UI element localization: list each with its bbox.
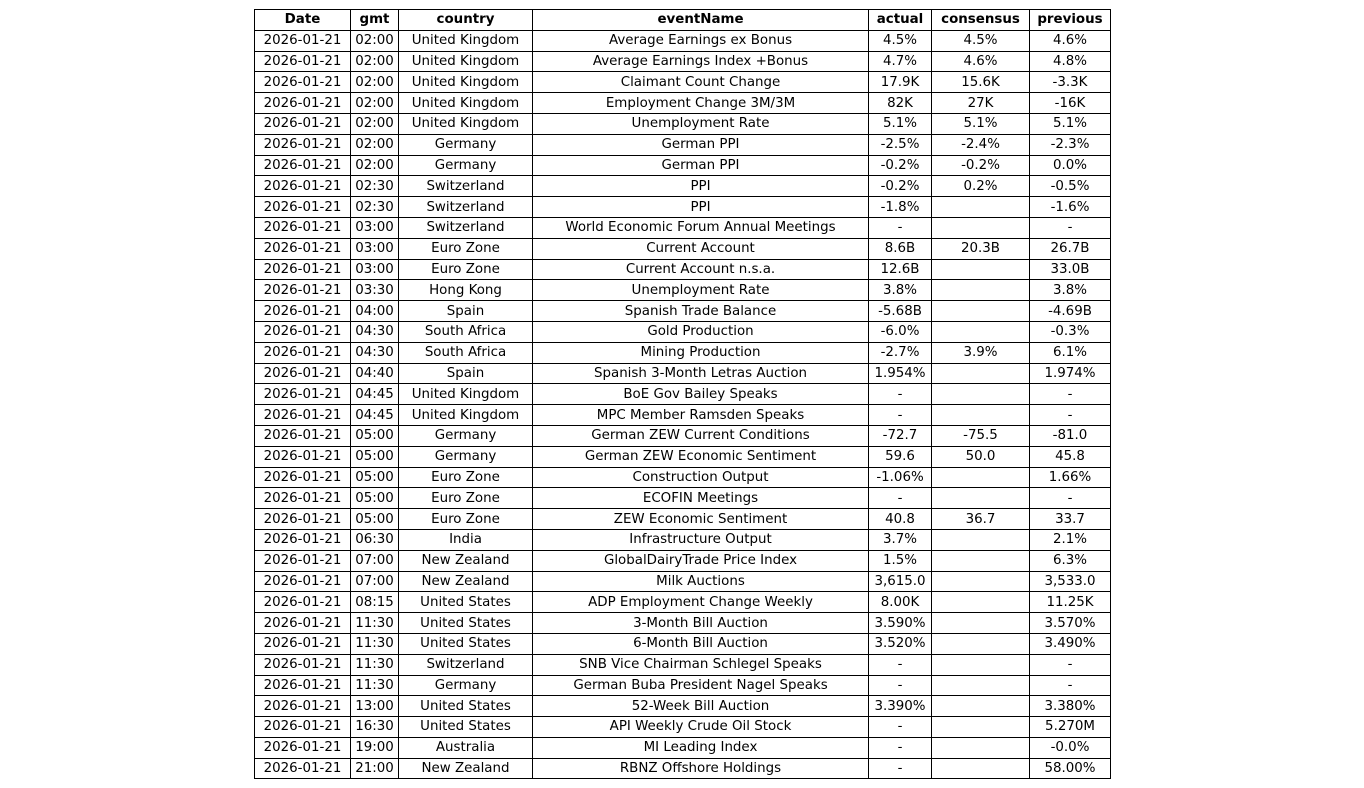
date-cell: 2026-01-21 (255, 550, 351, 571)
previous-cell: -0.0% (1030, 737, 1111, 758)
country-cell: Euro Zone (399, 467, 533, 488)
gmt-cell: 11:30 (351, 654, 399, 675)
actual-cell: - (869, 488, 932, 509)
previous-cell: -16K (1030, 93, 1111, 114)
country-cell: United States (399, 717, 533, 738)
table-row (255, 93, 1111, 114)
actual-cell: - (869, 217, 932, 238)
date-cell: 2026-01-21 (255, 113, 351, 134)
table-row (255, 633, 1111, 654)
table-row (255, 238, 1111, 259)
event-name-cell: Infrastructure Output (533, 529, 869, 550)
consensus-cell (932, 613, 1030, 634)
previous-cell: -0.3% (1030, 321, 1111, 342)
gmt-cell: 04:30 (351, 321, 399, 342)
gmt-cell: 02:00 (351, 30, 399, 51)
previous-cell: - (1030, 654, 1111, 675)
consensus-cell: -2.4% (932, 134, 1030, 155)
previous-cell: 3.380% (1030, 696, 1111, 717)
table-row (255, 51, 1111, 72)
previous-cell: 45.8 (1030, 446, 1111, 467)
table-row (255, 197, 1111, 218)
gmt-cell: 04:30 (351, 342, 399, 363)
date-cell: 2026-01-21 (255, 342, 351, 363)
actual-cell: - (869, 675, 932, 696)
table-body (255, 30, 1111, 779)
previous-cell: 4.6% (1030, 30, 1111, 51)
table-row (255, 696, 1111, 717)
date-cell: 2026-01-21 (255, 280, 351, 301)
consensus-cell: 36.7 (932, 509, 1030, 530)
previous-cell: 33.7 (1030, 509, 1111, 530)
previous-cell: - (1030, 488, 1111, 509)
actual-cell: 3.590% (869, 613, 932, 634)
date-cell: 2026-01-21 (255, 51, 351, 72)
actual-cell: - (869, 758, 932, 779)
date-cell: 2026-01-21 (255, 592, 351, 613)
date-cell: 2026-01-21 (255, 488, 351, 509)
consensus-cell: 20.3B (932, 238, 1030, 259)
actual-cell: -0.2% (869, 155, 932, 176)
gmt-cell: 03:00 (351, 259, 399, 280)
event-name-cell: Claimant Count Change (533, 72, 869, 93)
event-name-cell: ADP Employment Change Weekly (533, 592, 869, 613)
gmt-cell: 04:40 (351, 363, 399, 384)
gmt-cell: 07:00 (351, 550, 399, 571)
gmt-cell: 02:00 (351, 134, 399, 155)
gmt-cell: 05:00 (351, 425, 399, 446)
consensus-cell: -0.2% (932, 155, 1030, 176)
consensus-cell (932, 654, 1030, 675)
event-name-cell: RBNZ Offshore Holdings (533, 758, 869, 779)
country-cell: Spain (399, 301, 533, 322)
country-cell: Switzerland (399, 217, 533, 238)
date-cell: 2026-01-21 (255, 613, 351, 634)
table-row (255, 592, 1111, 613)
country-cell: New Zealand (399, 571, 533, 592)
event-name-cell: Milk Auctions (533, 571, 869, 592)
table-row (255, 113, 1111, 134)
consensus-cell: 3.9% (932, 342, 1030, 363)
table-row (255, 446, 1111, 467)
event-name-cell: Construction Output (533, 467, 869, 488)
table-row (255, 550, 1111, 571)
table-row (255, 301, 1111, 322)
country-cell: India (399, 529, 533, 550)
actual-cell: 1.954% (869, 363, 932, 384)
gmt-cell: 19:00 (351, 737, 399, 758)
consensus-cell: 27K (932, 93, 1030, 114)
date-cell: 2026-01-21 (255, 363, 351, 384)
actual-cell: 3.390% (869, 696, 932, 717)
actual-cell: -0.2% (869, 176, 932, 197)
previous-cell: 0.0% (1030, 155, 1111, 176)
event-name-cell: Spanish Trade Balance (533, 301, 869, 322)
gmt-cell: 03:30 (351, 280, 399, 301)
consensus-cell (932, 529, 1030, 550)
gmt-cell: 03:00 (351, 217, 399, 238)
country-cell: Hong Kong (399, 280, 533, 301)
table-row (255, 280, 1111, 301)
event-name-cell: ZEW Economic Sentiment (533, 509, 869, 530)
consensus-cell: 50.0 (932, 446, 1030, 467)
country-cell: New Zealand (399, 550, 533, 571)
actual-cell: 40.8 (869, 509, 932, 530)
header-actual: actual (869, 10, 932, 31)
actual-cell: 4.7% (869, 51, 932, 72)
event-name-cell: PPI (533, 176, 869, 197)
previous-cell: -4.69B (1030, 301, 1111, 322)
gmt-cell: 08:15 (351, 592, 399, 613)
actual-cell: 12.6B (869, 259, 932, 280)
event-name-cell: Unemployment Rate (533, 280, 869, 301)
gmt-cell: 03:00 (351, 238, 399, 259)
event-name-cell: German PPI (533, 134, 869, 155)
gmt-cell: 04:45 (351, 384, 399, 405)
event-name-cell: MI Leading Index (533, 737, 869, 758)
previous-cell: 3,533.0 (1030, 571, 1111, 592)
consensus-cell (932, 301, 1030, 322)
event-name-cell: Current Account (533, 238, 869, 259)
date-cell: 2026-01-21 (255, 321, 351, 342)
consensus-cell (932, 737, 1030, 758)
previous-cell: 5.270M (1030, 717, 1111, 738)
date-cell: 2026-01-21 (255, 176, 351, 197)
header-country: country (399, 10, 533, 31)
table-row (255, 467, 1111, 488)
actual-cell: -5.68B (869, 301, 932, 322)
event-name-cell: PPI (533, 197, 869, 218)
consensus-cell: -75.5 (932, 425, 1030, 446)
gmt-cell: 05:00 (351, 509, 399, 530)
date-cell: 2026-01-21 (255, 155, 351, 176)
actual-cell: 8.6B (869, 238, 932, 259)
header-row (255, 10, 1111, 31)
event-name-cell: Employment Change 3M/3M (533, 93, 869, 114)
event-name-cell: German PPI (533, 155, 869, 176)
table-row (255, 737, 1111, 758)
date-cell: 2026-01-21 (255, 217, 351, 238)
event-name-cell: BoE Gov Bailey Speaks (533, 384, 869, 405)
consensus-cell (932, 758, 1030, 779)
consensus-cell (932, 259, 1030, 280)
consensus-cell: 15.6K (932, 72, 1030, 93)
country-cell: Germany (399, 675, 533, 696)
date-cell: 2026-01-21 (255, 633, 351, 654)
previous-cell: -1.6% (1030, 197, 1111, 218)
consensus-cell: 0.2% (932, 176, 1030, 197)
actual-cell: 3.7% (869, 529, 932, 550)
previous-cell: 5.1% (1030, 113, 1111, 134)
table-row (255, 363, 1111, 384)
table-row (255, 30, 1111, 51)
date-cell: 2026-01-21 (255, 93, 351, 114)
event-name-cell: GlobalDairyTrade Price Index (533, 550, 869, 571)
table-row (255, 675, 1111, 696)
gmt-cell: 04:00 (351, 301, 399, 322)
date-cell: 2026-01-21 (255, 30, 351, 51)
consensus-cell (932, 467, 1030, 488)
country-cell: United Kingdom (399, 384, 533, 405)
consensus-cell (932, 488, 1030, 509)
date-cell: 2026-01-21 (255, 717, 351, 738)
date-cell: 2026-01-21 (255, 696, 351, 717)
country-cell: Euro Zone (399, 259, 533, 280)
actual-cell: - (869, 717, 932, 738)
previous-cell: 1.66% (1030, 467, 1111, 488)
actual-cell: -1.8% (869, 197, 932, 218)
country-cell: United Kingdom (399, 113, 533, 134)
consensus-cell (932, 550, 1030, 571)
actual-cell: - (869, 654, 932, 675)
gmt-cell: 02:00 (351, 51, 399, 72)
date-cell: 2026-01-21 (255, 467, 351, 488)
actual-cell: -1.06% (869, 467, 932, 488)
header-consensus: consensus (932, 10, 1030, 31)
gmt-cell: 05:00 (351, 488, 399, 509)
country-cell: Euro Zone (399, 488, 533, 509)
previous-cell: -3.3K (1030, 72, 1111, 93)
previous-cell: 4.8% (1030, 51, 1111, 72)
actual-cell: - (869, 405, 932, 426)
previous-cell: -2.3% (1030, 134, 1111, 155)
event-name-cell: Mining Production (533, 342, 869, 363)
country-cell: Germany (399, 446, 533, 467)
gmt-cell: 05:00 (351, 467, 399, 488)
previous-cell: - (1030, 405, 1111, 426)
consensus-cell: 4.6% (932, 51, 1030, 72)
table-row (255, 425, 1111, 446)
consensus-cell: 5.1% (932, 113, 1030, 134)
country-cell: Switzerland (399, 176, 533, 197)
date-cell: 2026-01-21 (255, 301, 351, 322)
consensus-cell (932, 405, 1030, 426)
gmt-cell: 02:30 (351, 197, 399, 218)
date-cell: 2026-01-21 (255, 571, 351, 592)
event-name-cell: Average Earnings Index +Bonus (533, 51, 869, 72)
actual-cell: 3.8% (869, 280, 932, 301)
gmt-cell: 11:30 (351, 633, 399, 654)
country-cell: United Kingdom (399, 72, 533, 93)
previous-cell: 11.25K (1030, 592, 1111, 613)
country-cell: Spain (399, 363, 533, 384)
consensus-cell (932, 384, 1030, 405)
date-cell: 2026-01-21 (255, 405, 351, 426)
header-previous: previous (1030, 10, 1111, 31)
date-cell: 2026-01-21 (255, 238, 351, 259)
table-row (255, 509, 1111, 530)
table-row (255, 717, 1111, 738)
country-cell: United Kingdom (399, 30, 533, 51)
date-cell: 2026-01-21 (255, 72, 351, 93)
actual-cell: 8.00K (869, 592, 932, 613)
date-cell: 2026-01-21 (255, 529, 351, 550)
previous-cell: -81.0 (1030, 425, 1111, 446)
date-cell: 2026-01-21 (255, 654, 351, 675)
event-name-cell: Average Earnings ex Bonus (533, 30, 869, 51)
date-cell: 2026-01-21 (255, 758, 351, 779)
table-row (255, 342, 1111, 363)
consensus-cell (932, 717, 1030, 738)
table-row (255, 488, 1111, 509)
country-cell: United Kingdom (399, 93, 533, 114)
gmt-cell: 02:00 (351, 93, 399, 114)
consensus-cell (932, 363, 1030, 384)
event-name-cell: Current Account n.s.a. (533, 259, 869, 280)
actual-cell: 5.1% (869, 113, 932, 134)
actual-cell: 59.6 (869, 446, 932, 467)
gmt-cell: 02:00 (351, 113, 399, 134)
previous-cell: - (1030, 384, 1111, 405)
previous-cell: - (1030, 217, 1111, 238)
actual-cell: 3.520% (869, 633, 932, 654)
previous-cell: 3.570% (1030, 613, 1111, 634)
country-cell: South Africa (399, 321, 533, 342)
date-cell: 2026-01-21 (255, 675, 351, 696)
actual-cell: 4.5% (869, 30, 932, 51)
actual-cell: -6.0% (869, 321, 932, 342)
gmt-cell: 02:00 (351, 155, 399, 176)
gmt-cell: 16:30 (351, 717, 399, 738)
gmt-cell: 07:00 (351, 571, 399, 592)
table-row (255, 529, 1111, 550)
country-cell: United States (399, 613, 533, 634)
consensus-cell (932, 280, 1030, 301)
previous-cell: 26.7B (1030, 238, 1111, 259)
actual-cell: 3,615.0 (869, 571, 932, 592)
date-cell: 2026-01-21 (255, 425, 351, 446)
event-name-cell: Unemployment Rate (533, 113, 869, 134)
gmt-cell: 06:30 (351, 529, 399, 550)
previous-cell: 58.00% (1030, 758, 1111, 779)
country-cell: United Kingdom (399, 51, 533, 72)
consensus-cell (932, 197, 1030, 218)
country-cell: United States (399, 696, 533, 717)
event-name-cell: German Buba President Nagel Speaks (533, 675, 869, 696)
consensus-cell (932, 571, 1030, 592)
actual-cell: 82K (869, 93, 932, 114)
event-name-cell: Spanish 3-Month Letras Auction (533, 363, 869, 384)
date-cell: 2026-01-21 (255, 134, 351, 155)
gmt-cell: 11:30 (351, 613, 399, 634)
country-cell: United Kingdom (399, 405, 533, 426)
table-row (255, 72, 1111, 93)
actual-cell: 17.9K (869, 72, 932, 93)
country-cell: United States (399, 633, 533, 654)
table-row (255, 134, 1111, 155)
date-cell: 2026-01-21 (255, 384, 351, 405)
country-cell: Switzerland (399, 197, 533, 218)
gmt-cell: 02:00 (351, 72, 399, 93)
table-row (255, 405, 1111, 426)
event-name-cell: World Economic Forum Annual Meetings (533, 217, 869, 238)
date-cell: 2026-01-21 (255, 446, 351, 467)
event-name-cell: Gold Production (533, 321, 869, 342)
actual-cell: - (869, 384, 932, 405)
country-cell: New Zealand (399, 758, 533, 779)
previous-cell: 3.490% (1030, 633, 1111, 654)
date-cell: 2026-01-21 (255, 197, 351, 218)
consensus-cell (932, 633, 1030, 654)
previous-cell: -0.5% (1030, 176, 1111, 197)
country-cell: Switzerland (399, 654, 533, 675)
event-name-cell: API Weekly Crude Oil Stock (533, 717, 869, 738)
consensus-cell (932, 696, 1030, 717)
gmt-cell: 02:30 (351, 176, 399, 197)
header-date: Date (255, 10, 351, 31)
consensus-cell (932, 675, 1030, 696)
actual-cell: -2.5% (869, 134, 932, 155)
gmt-cell: 21:00 (351, 758, 399, 779)
previous-cell: 2.1% (1030, 529, 1111, 550)
country-cell: United States (399, 592, 533, 613)
table-row (255, 758, 1111, 779)
event-name-cell: MPC Member Ramsden Speaks (533, 405, 869, 426)
country-cell: Euro Zone (399, 509, 533, 530)
actual-cell: -2.7% (869, 342, 932, 363)
table-row (255, 155, 1111, 176)
country-cell: Australia (399, 737, 533, 758)
table-row (255, 654, 1111, 675)
country-cell: Euro Zone (399, 238, 533, 259)
economic-calendar-table (254, 9, 1111, 779)
table-row (255, 571, 1111, 592)
date-cell: 2026-01-21 (255, 259, 351, 280)
table-row (255, 217, 1111, 238)
previous-cell: - (1030, 675, 1111, 696)
previous-cell: 33.0B (1030, 259, 1111, 280)
date-cell: 2026-01-21 (255, 737, 351, 758)
previous-cell: 6.1% (1030, 342, 1111, 363)
event-name-cell: 6-Month Bill Auction (533, 633, 869, 654)
table-row (255, 321, 1111, 342)
country-cell: Germany (399, 134, 533, 155)
table-row (255, 613, 1111, 634)
event-name-cell: SNB Vice Chairman Schlegel Speaks (533, 654, 869, 675)
header-gmt: gmt (351, 10, 399, 31)
table-row (255, 384, 1111, 405)
consensus-cell (932, 321, 1030, 342)
event-name-cell: German ZEW Current Conditions (533, 425, 869, 446)
gmt-cell: 13:00 (351, 696, 399, 717)
country-cell: Germany (399, 425, 533, 446)
event-name-cell: 52-Week Bill Auction (533, 696, 869, 717)
actual-cell: - (869, 737, 932, 758)
gmt-cell: 04:45 (351, 405, 399, 426)
table-row (255, 259, 1111, 280)
table-row (255, 176, 1111, 197)
previous-cell: 1.974% (1030, 363, 1111, 384)
header-event-name: eventName (533, 10, 869, 31)
actual-cell: -72.7 (869, 425, 932, 446)
event-name-cell: ECOFIN Meetings (533, 488, 869, 509)
event-name-cell: 3-Month Bill Auction (533, 613, 869, 634)
consensus-cell: 4.5% (932, 30, 1030, 51)
country-cell: South Africa (399, 342, 533, 363)
gmt-cell: 11:30 (351, 675, 399, 696)
country-cell: Germany (399, 155, 533, 176)
previous-cell: 3.8% (1030, 280, 1111, 301)
event-name-cell: German ZEW Economic Sentiment (533, 446, 869, 467)
date-cell: 2026-01-21 (255, 509, 351, 530)
consensus-cell (932, 217, 1030, 238)
actual-cell: 1.5% (869, 550, 932, 571)
consensus-cell (932, 592, 1030, 613)
previous-cell: 6.3% (1030, 550, 1111, 571)
gmt-cell: 05:00 (351, 446, 399, 467)
